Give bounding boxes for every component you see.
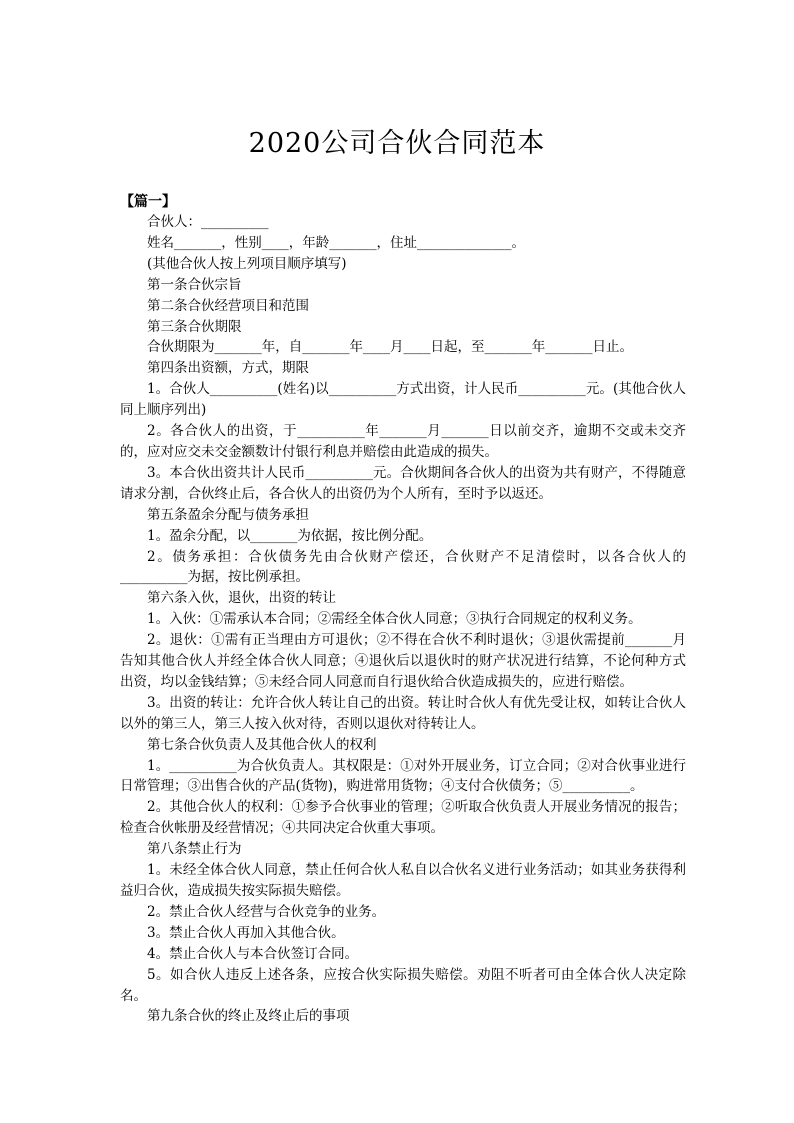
paragraph: 1。盈余分配，以_______为依据，按比例分配。 bbox=[147, 527, 433, 544]
article-heading: 第五条盈余分配与债务承担 bbox=[147, 506, 309, 523]
article-heading: 第三条合伙期限 bbox=[147, 318, 242, 335]
paragraph: 3。禁止合伙人再加入其他合伙。 bbox=[147, 924, 345, 941]
paragraph: 合伙人：__________ bbox=[147, 214, 269, 230]
paragraph: 1。合伙人__________(姓名)以__________方式出资，计人民币__________元。(其他合伙人同上顺序列出) bbox=[120, 381, 686, 419]
document-title: 2020公司合伙合同范本 bbox=[248, 128, 546, 159]
paragraph: 1。__________为合伙负责人。其权限是：①对外开展业务，订立合同；②对合伙事业进行日常管理；③出售合伙的产品(货物)，购进常用货物；④支付合伙债务；⑤__________。 bbox=[120, 757, 686, 795]
article-heading: 第四条出资额，方式，期限 bbox=[147, 360, 309, 377]
paragraph: 2。禁止合伙人经营与合伙竞争的业务。 bbox=[147, 903, 386, 920]
paragraph: 2。各合伙人的出资，于__________年_______月_______日以前交齐，逾期不交或未交齐的，应对应交未交金额数计付银行利息并赔偿由此造成的损失。 bbox=[120, 423, 686, 460]
paragraph: 2。退伙：①需有正当理由方可退伙；②不得在合伙不利时退伙；③退伙需提前_______月告知其他合伙人并经全体合伙人同意；④退伙后以退伙时的财产状况进行结算，不论何种方式出资，均以金钱结算；⑤未经合同人同意而自行退伙给合伙造成损失的，应进行赔偿。 bbox=[120, 632, 686, 690]
document-body bbox=[120, 212, 686, 1027]
article-heading: 第九条合伙的终止及终止后的事项 bbox=[147, 1008, 350, 1025]
article-heading: 第六条入伙，退伙，出资的转让 bbox=[147, 590, 336, 607]
paragraph: 4。禁止合伙人与本合伙签订合同。 bbox=[147, 945, 359, 962]
paragraph: 2。其他合伙人的权利：①参予合伙事业的管理；②听取合伙负责人开展业务情况的报告；检查合伙帐册及经营情况；④共同决定合伙重大事项。 bbox=[120, 799, 686, 837]
article-heading: 第一条合伙宗旨 bbox=[147, 276, 242, 293]
paragraph: 姓名_______，性别____，年龄_______，住址______________。 bbox=[147, 234, 525, 251]
paragraph: 3。本合伙出资共计人民币__________元。合伙期间各合伙人的出资为共有财产，不得随意请求分割，合伙终止后，各合伙人的出资仍为个人所有，至时予以返还。 bbox=[120, 464, 686, 502]
paragraph: 2。债务承担：合伙债务先由合伙财产偿还，合伙财产不足清偿时，以各合伙人的__________为据，按比例承担。 bbox=[120, 548, 686, 586]
paragraph: 3。出资的转让：允许合伙人转让自己的出资。转让时合伙人有优先受让权，如转让合伙人以外的第三人，第三人按入伙对待，否则以退伙对待转让人。 bbox=[120, 694, 686, 732]
article-heading: 第七条合伙负责人及其他合伙人的权利 bbox=[147, 736, 377, 753]
paragraph: 1。未经全体合伙人同意，禁止任何合伙人私自以合伙名义进行业务活动；如其业务获得利益归合伙，造成损失按实际损失赔偿。 bbox=[120, 862, 686, 899]
paragraph: 1。入伙：①需承认本合同；②需经全体合伙人同意；③执行合同规定的权利义务。 bbox=[147, 611, 642, 628]
section-label: 【篇一】 bbox=[120, 194, 176, 210]
article-heading: 第八条禁止行为 bbox=[147, 841, 242, 858]
paragraph: (其他合伙人按上列项目顺序填写) bbox=[147, 255, 347, 272]
paragraph: 5。如合伙人违反上述各条，应按合伙实际损失赔偿。劝阻不听者可由全体合伙人决定除名。 bbox=[120, 966, 686, 1004]
paragraph: 合伙期限为_______年，自_______年____月____日起，至_______年_______日止。 bbox=[147, 339, 633, 356]
article-heading: 第二条合伙经营项目和范围 bbox=[147, 297, 309, 314]
